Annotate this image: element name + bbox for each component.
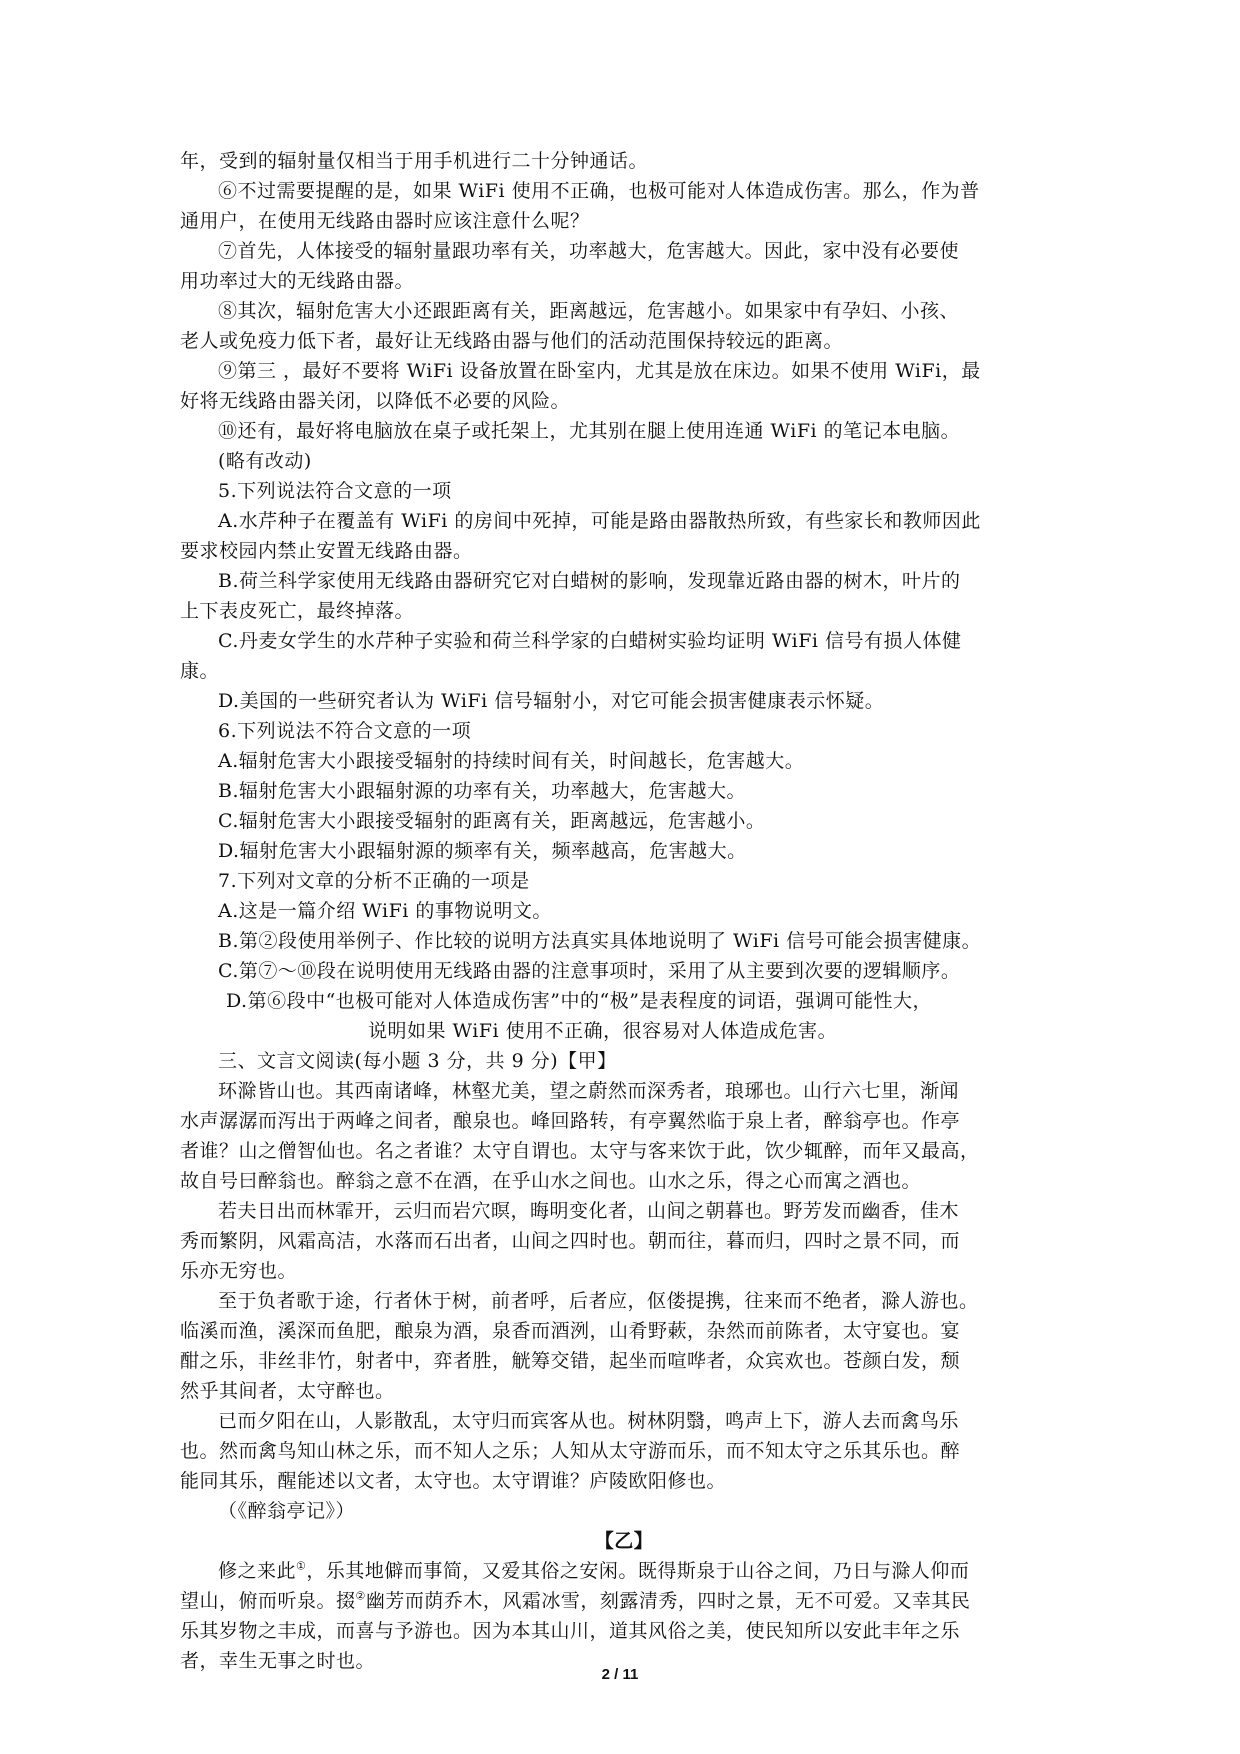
question-7-option-b: B.第②段使用举例子、作比较的说明方法真实具体地说明了 WiFi 信号可能会损害健康。 (218, 930, 982, 952)
question-5-stem: 5.下列说法符合文意的一项 (218, 480, 452, 502)
classical-text-line: 若夫日出而林霏开，云归而岩穴暝，晦明变化者，山间之朝暮也。野芳发而幽香，佳木 (218, 1200, 960, 1222)
question-6-option-b: B.辐射危害大小跟辐射源的功率有关，功率越大，危害越大。 (218, 780, 747, 802)
classical-text-line: 乐亦无穷也。 (180, 1260, 298, 1282)
classical-text-line: 酣之乐，非丝非竹，射者中，弈者胜，觥筹交错，起坐而喧哗者，众宾欢也。苍颜白发，颓 (180, 1350, 961, 1372)
classical-text-line: 秀而繁阴，风霜高洁，水落而石出者，山间之四时也。朝而往，暮而归，四时之景不同，而 (180, 1230, 961, 1252)
classical-text-line: 乐其岁物之丰成，而喜与予游也。因为本其山川，道其风俗之美，使民知所以安此丰年之乐 (180, 1620, 961, 1642)
text-line: ⑥不过需要提醒的是，如果 WiFi 使用不正确，也极可能对人体造成伤害。那么，作为普 (218, 180, 980, 202)
question-5-option-b-cont: 上下表皮死亡，最终掉落。 (180, 600, 415, 622)
classical-text-line: 临溪而渔，溪深而鱼肥，酿泉为酒，泉香而酒洌，山肴野蔌，杂然而前陈者，太守宴也。宴 (180, 1320, 961, 1342)
text-line: 好将无线路由器关闭，以降低不必要的风险。 (180, 390, 571, 412)
question-7-option-a: A.这是一篇介绍 WiFi 的事物说明文。 (218, 900, 552, 922)
source-citation: （《醉翁亭记》） (218, 1500, 356, 1522)
question-7-option-c: C.第⑦～⑩段在说明使用无线路由器的注意事项时，采用了从主要到次要的逻辑顺序。 (218, 960, 961, 982)
text-fragment: ，乐其地僻而事简，又爱其俗之安闲。既得斯泉于山谷之间，乃日与滁人仰而 (306, 1560, 970, 1582)
page-number: 2 / 11 (601, 1666, 639, 1683)
classical-text-line: 能同其乐，醒能述以文者，太守也。太守谓谁？庐陵欧阳修也。 (180, 1470, 727, 1492)
classical-text-line: 水声潺潺而泻出于两峰之间者，酿泉也。峰回路转，有亭翼然临于泉上者，醉翁亭也。作亭 (180, 1110, 961, 1132)
source-note: (略有改动) (218, 450, 312, 472)
text-line: 老人或免疫力低下者，最好让无线路由器与他们的活动范围保持较远的距离。 (180, 330, 844, 352)
text-line: ⑩还有，最好将电脑放在桌子或托架上，尤其别在腿上使用连通 WiFi 的笔记本电脑。 (218, 420, 961, 442)
footnote-marker: ② (355, 1589, 366, 1603)
question-6-option-d: D.辐射危害大小跟辐射源的频率有关，频率越高，危害越大。 (218, 840, 747, 862)
section-heading: 三、文言文阅读(每小题 3 分，共 9 分)【甲】 (218, 1050, 617, 1072)
document-body (180, 146, 1068, 1676)
text-line: 通用户，在使用无线路由器时应该注意什么呢？ (180, 210, 590, 232)
footnote-marker: ① (296, 1559, 307, 1573)
classical-text-line: 已而夕阳在山，人影散乱，太守归而宾客从也。树林阴翳，鸣声上下，游人去而禽鸟乐 (218, 1410, 960, 1432)
question-6-option-a: A.辐射危害大小跟接受辐射的持续时间有关，时间越长，危害越大。 (218, 750, 805, 772)
classical-text-line: 环滁皆山也。其西南诸峰，林壑尤美，望之蔚然而深秀者，琅琊也。山行六七里，渐闻 (218, 1080, 960, 1102)
question-5-option-c-cont: 康。 (180, 660, 220, 682)
question-5-option-b: B.荷兰科学家使用无线路由器研究它对白蜡树的影响，发现靠近路由器的树木，叶片的 (218, 570, 961, 592)
question-6-stem: 6.下列说法不符合文意的一项 (218, 720, 472, 742)
classical-text-line: 然乎其间者，太守醉也。 (180, 1380, 395, 1402)
classical-text-line (180, 1586, 1068, 1616)
question-7-option-d: D.第⑥段中“也极可能对人体造成伤害”中的“极”是表程度的词语，强调可能性大， (226, 990, 932, 1012)
question-7-stem: 7.下列对文章的分析不正确的一项是 (218, 870, 530, 892)
classical-text-line: 者，幸生无事之时也。 (180, 1650, 376, 1672)
text-line: 用功率过大的无线路由器。 (180, 270, 415, 292)
question-5-option-a-cont: 要求校园内禁止安置无线路由器。 (180, 540, 473, 562)
question-6-option-c: C.辐射危害大小跟接受辐射的距离有关，距离越远，危害越小。 (218, 810, 766, 832)
question-5-option-d: D.美国的一些研究者认为 WiFi 信号辐射小，对它可能会损害健康表示怀疑。 (218, 690, 885, 712)
text-line: ⑨第三 ，最好不要将 WiFi 设备放置在卧室内，尤其是放在床边。如果不使用 WiFi，最 (218, 360, 981, 382)
question-7-option-d-cont: 说明如果 WiFi 使用不正确，很容易对人体造成危害。 (368, 1020, 838, 1042)
classical-text-line: 者谁？山之僧智仙也。名之者谁？太守自谓也。太守与客来饮于此，饮少辄醉，而年又最高， (180, 1140, 980, 1162)
text-fragment: 修之来此 (218, 1560, 297, 1582)
classical-text-line: 至于负者歌于途，行者休于树，前者呼，后者应，伛偻提携，往来而不绝者，滁人游也。 (218, 1290, 979, 1312)
section-yi-title: 【乙】 (594, 1530, 654, 1552)
question-5-option-c: C.丹麦女学生的水芹种子实验和荷兰科学家的白蜡树实验均证明 WiFi 信号有损人体健 (218, 630, 962, 652)
text-fragment: 望山，俯而听泉。掇 (180, 1590, 356, 1612)
classical-text-line: 也。然而禽鸟知山林之乐，而不知人之乐；人知从太守游而乐，而不知太守之乐其乐也。醉 (180, 1440, 961, 1462)
classical-text-line: 故自号曰醉翁也。醉翁之意不在酒，在乎山水之间也。山水之乐，得之心而寓之酒也。 (180, 1170, 922, 1192)
question-5-option-a: A.水芹种子在覆盖有 WiFi 的房间中死掉，可能是路由器散热所致，有些家长和教师因此 (218, 510, 981, 532)
text-line: 年，受到的辐射量仅相当于用手机进行二十分钟通话。 (180, 150, 649, 172)
text-fragment: 幽芳而荫乔木，风霜冰雪，刻露清秀，四时之景，无不可爱。又幸其民 (365, 1590, 971, 1612)
classical-text-line (180, 1556, 1068, 1586)
text-line: ⑦首先，人体接受的辐射量跟功率有关，功率越大，危害越大。因此，家中没有必要使 (218, 240, 960, 262)
text-line: ⑧其次，辐射危害大小还跟距离有关，距离越远，危害越小。如果家中有孕妇、小孩、 (218, 300, 960, 322)
